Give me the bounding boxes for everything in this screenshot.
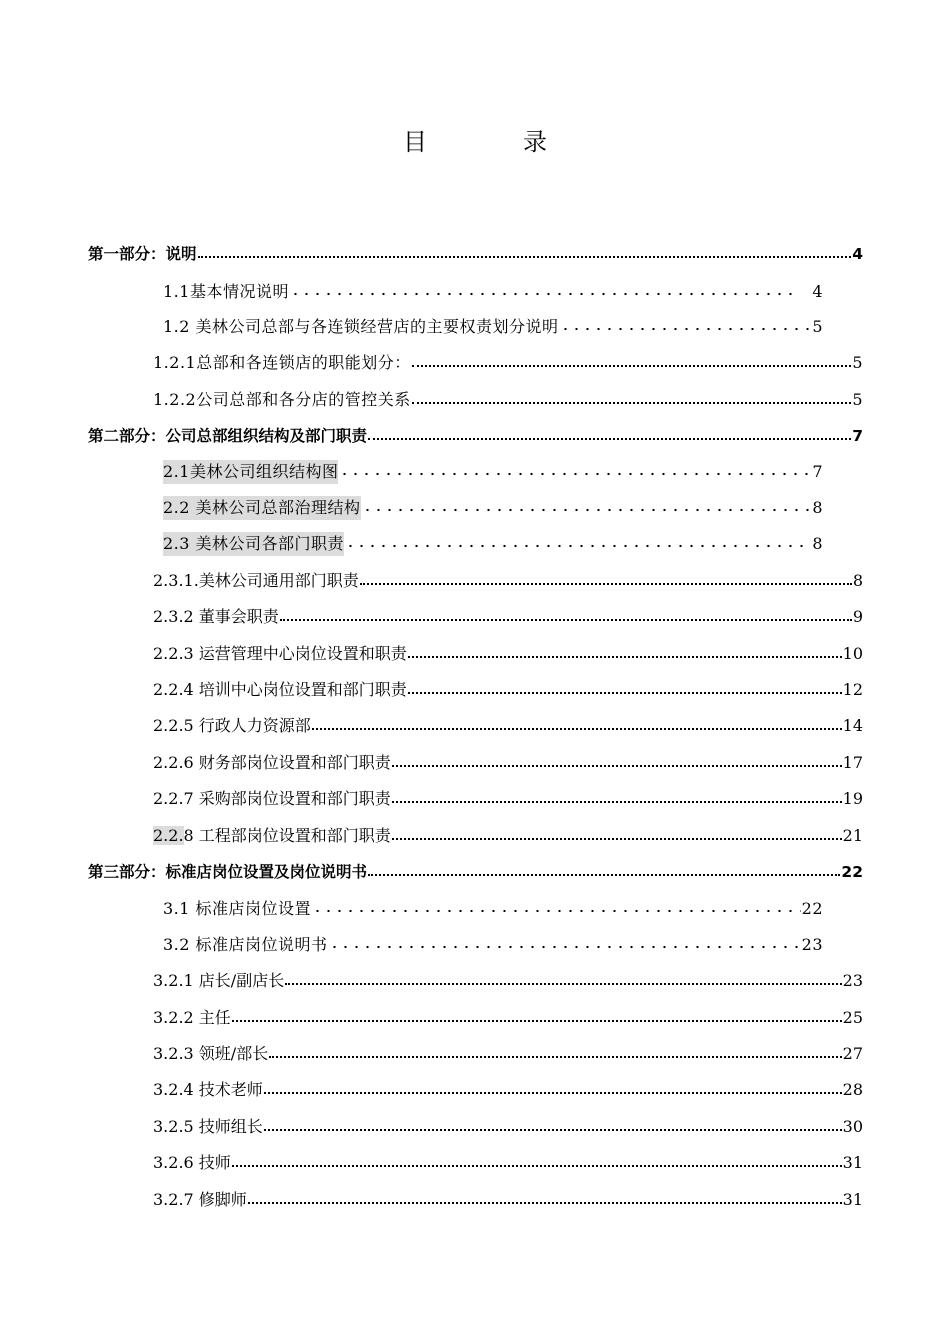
toc-title: 目 录 <box>403 128 583 156</box>
toc-page-number: 23 <box>842 971 863 990</box>
toc-entry-label: 2.2.7 采购部岗位设置和部门职责 <box>153 789 391 808</box>
dot-leader <box>290 280 794 296</box>
toc-page-number: 23 <box>801 935 823 954</box>
toc-entry-label: 2.3.1.美林公司通用部门职责 <box>153 571 359 590</box>
dot-leader <box>269 1042 841 1058</box>
toc-page-number: 31 <box>842 1190 863 1209</box>
toc-entry-2-2-8[interactable] <box>153 824 863 848</box>
dot-leader <box>362 496 812 512</box>
toc-entry-label: 3.2.3 领班/部长 <box>153 1044 269 1063</box>
toc-entry-3-2-7[interactable] <box>153 1188 863 1212</box>
toc-entry-2-3-1[interactable] <box>153 569 863 593</box>
toc-entry-label: 1.2.2公司总部和各分店的管控关系 <box>153 390 411 409</box>
dot-leader <box>329 933 801 949</box>
toc-entry-2-2-3[interactable] <box>153 642 863 666</box>
dot-leader <box>339 460 811 476</box>
toc-entry-label: 1.2.1总部和各连锁店的职能划分： <box>153 353 411 372</box>
dot-leader <box>412 351 852 367</box>
toc-entry-label: 3.2.2 主任 <box>153 1008 231 1027</box>
toc-entry-label: 2.1美林公司组织结构图 <box>163 460 338 484</box>
dot-leader <box>280 605 852 621</box>
toc-page-number: 12 <box>842 680 863 699</box>
toc-page-number: 7 <box>812 462 823 481</box>
toc-entry-2-2[interactable] <box>163 496 823 520</box>
toc-entry-2-2-7[interactable] <box>153 787 863 811</box>
toc-entry-label: 2.2.6 财务部岗位设置和部门职责 <box>153 753 391 772</box>
dot-leader <box>264 1115 842 1131</box>
toc-page-number: 4 <box>852 245 863 263</box>
label-rest: 8 工程部岗位设置和部门职责 <box>183 826 391 845</box>
toc-page-number: 22 <box>801 899 823 918</box>
toc-entry-label: 1.1基本情况说明 <box>163 282 289 301</box>
dot-leader <box>312 714 842 730</box>
dot-leader <box>198 242 852 258</box>
toc-entry-3-2-2[interactable] <box>153 1006 863 1030</box>
dot-leader <box>232 1151 842 1167</box>
toc-page-number: 21 <box>842 826 863 845</box>
toc-page-number: 14 <box>842 716 863 735</box>
dot-leader <box>392 824 842 840</box>
toc-page-number: 8 <box>812 498 823 517</box>
toc-page-number: 27 <box>842 1044 863 1063</box>
toc-entry-label: 第二部分：公司总部组织结构及部门职责 <box>88 427 368 445</box>
toc-page-number: 8 <box>852 571 863 590</box>
toc-entry-label: 2.2.4 培训中心岗位设置和部门职责 <box>153 680 407 699</box>
toc-page-number: 5 <box>852 390 863 409</box>
toc-entry-label: 2.2.3 运营管理中心岗位设置和职责 <box>153 644 407 663</box>
toc-entry-2-3[interactable] <box>163 532 823 556</box>
toc-page-number: 19 <box>842 789 863 808</box>
dot-leader <box>412 388 852 404</box>
toc-entry-label: 2.3.2 董事会职责 <box>153 607 279 626</box>
toc-entry-label <box>153 824 391 848</box>
toc-entry-label: 3.1 标准店岗位设置 <box>163 899 312 918</box>
toc-entry-3-2-6[interactable] <box>153 1151 863 1175</box>
dot-leader <box>345 532 811 548</box>
toc-entry-2-1[interactable] <box>163 460 823 484</box>
toc-entry-part-2[interactable] <box>88 424 863 448</box>
toc-page-number: 31 <box>842 1153 863 1172</box>
highlight-prefix: 2.2. <box>153 826 184 845</box>
toc-entry-label: 3.2.7 修脚师 <box>153 1190 247 1209</box>
toc-entry-label: 第一部分：说明 <box>88 245 197 263</box>
toc-entry-label: 3.2.4 技术老师 <box>153 1080 263 1099</box>
toc-entry-3-2-5[interactable] <box>153 1115 863 1139</box>
toc-entry-part-1[interactable] <box>88 242 863 266</box>
toc-entry-3-2-3[interactable] <box>153 1042 863 1066</box>
dot-leader <box>248 1188 842 1204</box>
dot-leader <box>264 1078 842 1094</box>
toc-entry-2-2-6[interactable] <box>153 751 863 775</box>
toc-entry-3-2-1[interactable] <box>153 969 863 993</box>
dot-leader <box>560 315 812 331</box>
toc-page-number: 8 <box>812 534 823 553</box>
toc-page-number: 7 <box>852 427 863 445</box>
toc-entry-3-2-4[interactable] <box>153 1078 863 1102</box>
toc-page-number: 22 <box>841 863 863 881</box>
toc-entry-label: 第三部分：标准店岗位设置及岗位说明书 <box>88 863 368 881</box>
toc-page-number: 4 <box>812 282 823 301</box>
toc-entry-label: 2.2.5 行政人力资源部 <box>153 716 311 735</box>
toc-entry-label: 3.2.5 技师组长 <box>153 1117 263 1136</box>
toc-page-number: 25 <box>842 1008 863 1027</box>
toc-entry-3-1[interactable] <box>163 897 823 921</box>
toc-page-number: 17 <box>842 753 863 772</box>
toc-page-number: 5 <box>812 317 823 336</box>
toc-entry-label: 3.2.1 店长/副店长 <box>153 971 285 990</box>
dot-leader <box>408 642 842 658</box>
dot-leader <box>368 424 851 440</box>
toc-entry-part-3[interactable] <box>88 860 863 884</box>
toc-page-number: 30 <box>842 1117 863 1136</box>
toc-entry-2-3-2[interactable] <box>153 605 863 629</box>
dot-leader <box>312 897 801 913</box>
toc-page-number: 9 <box>852 607 863 626</box>
toc-entry-label: 3.2 标准店岗位说明书 <box>163 935 328 954</box>
toc-entry-1-1[interactable] <box>163 280 823 304</box>
toc-entry-1-2-2[interactable] <box>153 388 863 412</box>
toc-entry-2-2-4[interactable] <box>153 678 863 702</box>
toc-entry-1-2[interactable] <box>163 315 823 339</box>
dot-leader <box>360 569 852 585</box>
dot-leader <box>285 969 841 985</box>
toc-entry-label: 2.2 美林公司总部治理结构 <box>163 496 361 520</box>
toc-entry-label: 3.2.6 技师 <box>153 1153 231 1172</box>
dot-leader <box>232 1006 842 1022</box>
toc-page-number: 10 <box>842 644 863 663</box>
toc-entry-3-2[interactable] <box>163 933 823 957</box>
toc-entry-label: 1.2 美林公司总部与各连锁经营店的主要权责划分说明 <box>163 317 559 336</box>
toc-entry-1-2-1[interactable] <box>153 351 863 375</box>
dot-leader <box>368 860 840 876</box>
toc-page-number: 28 <box>842 1080 863 1099</box>
dot-leader <box>408 678 842 694</box>
toc-entry-2-2-5[interactable] <box>153 714 863 738</box>
dot-leader <box>392 751 842 767</box>
dot-leader <box>392 787 842 803</box>
toc-page-number: 5 <box>852 353 863 372</box>
toc-entry-label: 2.3 美林公司各部门职责 <box>163 532 344 556</box>
